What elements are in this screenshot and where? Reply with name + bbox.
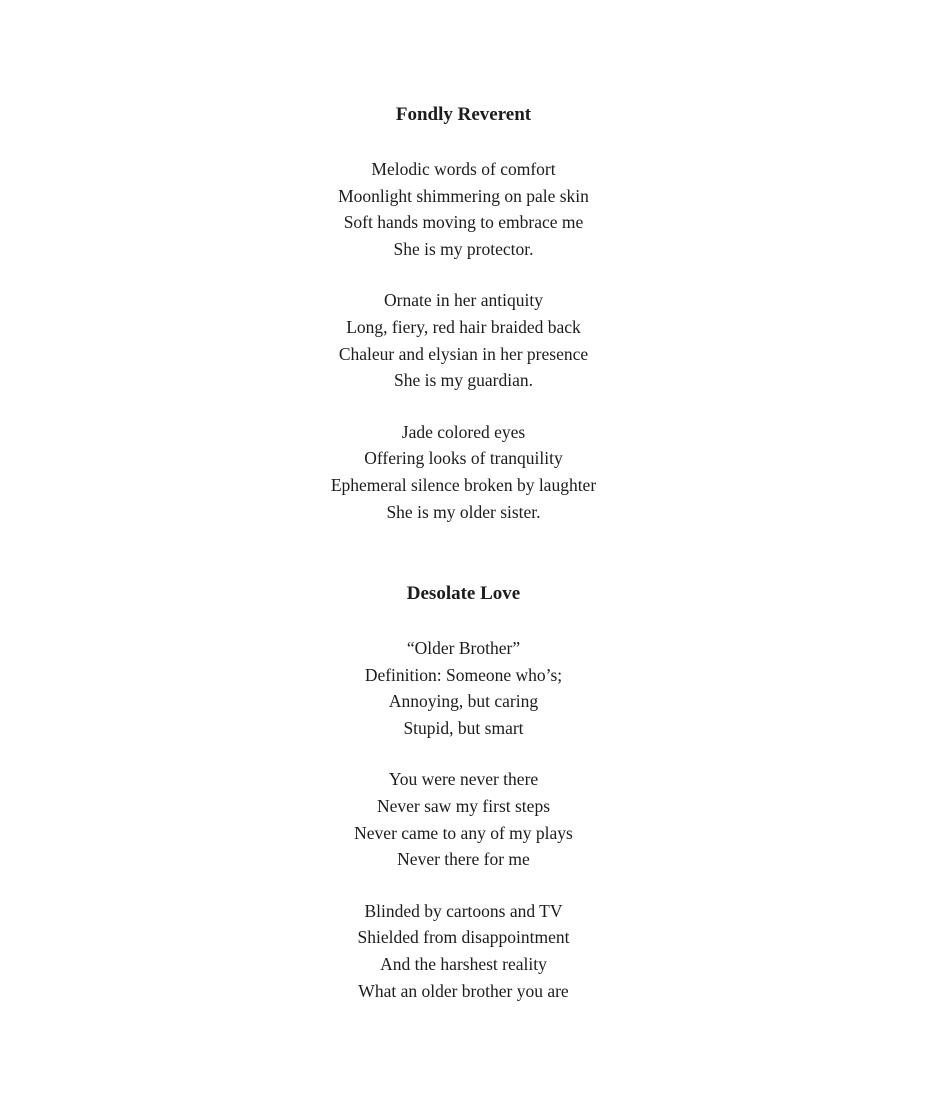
stanza — [0, 898, 927, 1004]
stanza — [0, 635, 927, 741]
poem-line: Moonlight shimmering on pale skin — [338, 185, 589, 206]
poem-line: Soft hands moving to embrace me — [343, 212, 584, 233]
poem-line: Definition: Someone who’s; — [364, 664, 563, 685]
poem-line: Never saw my first steps — [376, 795, 551, 816]
poem-title: Fondly Reverent — [395, 104, 532, 125]
poem-line: Blinded by cartoons and TV — [364, 900, 563, 921]
poem-fondly-reverent — [0, 102, 927, 525]
poem-line: Never there for me — [397, 849, 530, 870]
poem-line: What an older brother you are — [358, 980, 569, 1001]
poem-line: She is my protector. — [393, 238, 534, 259]
poem-line: “Older Brother” — [406, 638, 521, 658]
poem-line: Never came to any of my plays — [354, 822, 573, 843]
poem-line: Shielded from disappointment — [357, 927, 570, 948]
poem-line: Ornate in her antiquity — [384, 290, 543, 311]
poem-line: Chaleur and elysian in her presence — [338, 343, 589, 364]
poem-title: Desolate Love — [406, 583, 521, 604]
poem-line: Stupid, but smart — [403, 717, 524, 738]
poem-line: Long, fiery, red hair braided back — [346, 316, 581, 337]
poem-line: And the harshest reality — [380, 953, 547, 974]
poem-line: Annoying, but caring — [388, 691, 539, 712]
poem-line: She is my older sister. — [386, 501, 541, 522]
stanza — [0, 419, 927, 525]
poem-line: Ephemeral silence broken by laughter — [330, 474, 597, 495]
stanza — [0, 287, 927, 393]
poem-line: Offering looks of tranquility — [364, 448, 563, 469]
poem-desolate-love — [0, 581, 927, 1004]
stanza — [0, 156, 927, 262]
poem-line: She is my guardian. — [393, 370, 533, 391]
poem-line: Jade colored eyes — [401, 421, 526, 442]
poem-line: Melodic words of comfort — [371, 159, 556, 179]
stanza — [0, 766, 927, 872]
poem-line: You were never there — [388, 769, 539, 790]
